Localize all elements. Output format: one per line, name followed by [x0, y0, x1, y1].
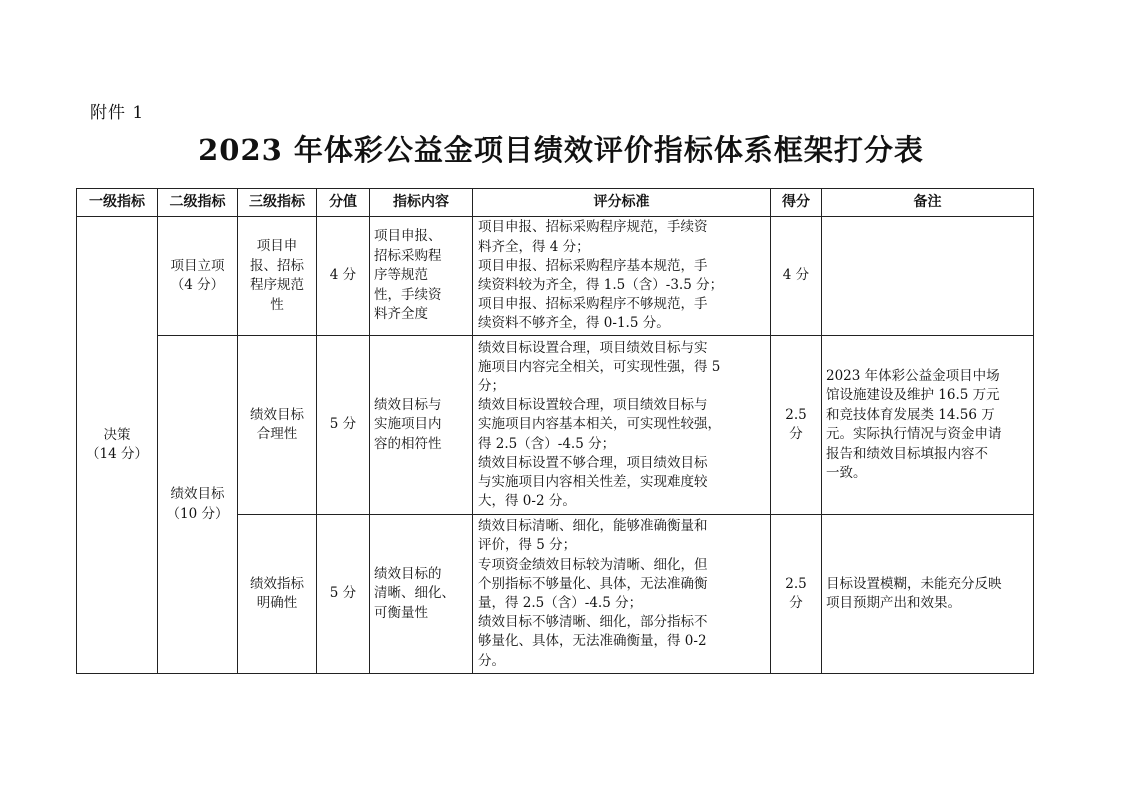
standard-line: 项目申报、招标采购程序规范，手续资 — [478, 219, 708, 236]
level2-line: （10 分） — [166, 505, 229, 522]
standard-cell — [473, 515, 771, 674]
header-cell-standard: 评分标准 — [473, 189, 771, 217]
header-cell-content: 指标内容 — [370, 189, 473, 217]
page-title: 2023 年体彩公益金项目绩效评价指标体系框架打分表 — [198, 133, 924, 167]
content-line: 清晰、细化、 — [374, 585, 455, 602]
standard-cell — [473, 217, 771, 336]
level3-line: 项目申 — [256, 238, 298, 254]
header-cell-level3: 三级指标 — [238, 189, 317, 217]
note-cell — [822, 336, 1034, 515]
content-line: 项目申报、 — [374, 228, 442, 245]
content-cell — [370, 336, 473, 515]
note-line: 元。实际执行情况与资金申请 — [826, 426, 1002, 442]
level2-line: 绩效目标 — [170, 486, 225, 502]
score-cell — [771, 515, 822, 674]
standard-line: 续资料较为齐全，得 1.5（含）-3.5 分； — [478, 277, 724, 293]
standard-line: 评价，得 5 分； — [478, 537, 577, 554]
level1-line: 决策 — [103, 426, 131, 443]
standard-line: 绩效目标设置不够合理，项目绩效目标 — [478, 454, 708, 471]
table-row — [77, 217, 1034, 336]
header-cell-level2: 二级指标 — [158, 189, 238, 217]
score-line: 2.5 — [785, 406, 807, 423]
table-row — [77, 336, 1034, 515]
score-cell — [771, 217, 822, 336]
note-line: 馆设施建设及维护 16.5 万元 — [826, 387, 1000, 403]
level3-line: 绩效目标 — [250, 406, 304, 423]
standard-line: 续资料不够齐全，得 0-1.5 分。 — [478, 315, 670, 332]
score-line: 分 — [789, 595, 803, 611]
attachment-label: 附件 1 — [90, 103, 145, 123]
standard-line: 料齐全，得 4 分； — [478, 238, 590, 255]
points-cell: 5 分 — [317, 336, 370, 515]
standard-line: 大，得 0-2 分。 — [478, 493, 576, 510]
standard-line: 够量化、具体，无法准确衡量，得 0-2 — [478, 633, 707, 650]
standard-line: 量，得 2.5（含）-4.5 分； — [478, 595, 643, 611]
content-line: 招标采购程 — [374, 247, 442, 264]
standard-line: 绩效目标清晰、细化，能够准确衡量和 — [478, 518, 708, 535]
note-line: 和竞技体育发展类 14.56 万 — [826, 406, 995, 423]
content-cell — [370, 217, 473, 336]
header-cell-points: 分值 — [317, 189, 370, 217]
standard-line: 分。 — [478, 652, 505, 669]
content-line: 绩效目标的 — [374, 565, 442, 582]
score-line: 分 — [789, 426, 803, 442]
note-line: 项目预期产出和效果。 — [826, 595, 961, 611]
standard-line: 项目申报、招标采购程序不够规范，手 — [478, 296, 708, 313]
content-line: 性，手续资 — [374, 286, 442, 303]
note-line: 一致。 — [826, 465, 867, 481]
score-cell — [771, 336, 822, 515]
level3-line: 绩效指标 — [250, 575, 304, 592]
standard-cell — [473, 336, 771, 515]
note-line: 目标设置模糊，未能充分反映 — [826, 575, 1002, 592]
standard-line: 项目申报、招标采购程序基本规范，手 — [478, 257, 708, 274]
standard-line: 个别指标不够量化、具体，无法准确衡 — [478, 575, 708, 592]
standard-line: 分； — [478, 377, 505, 394]
points-cell: 4 分 — [317, 217, 370, 336]
level3-cell — [238, 336, 317, 515]
standard-line: 绩效目标不够清晰、细化，部分指标不 — [478, 614, 708, 631]
header-cell-note: 备注 — [822, 189, 1034, 217]
level3-cell — [238, 217, 317, 336]
standard-line: 绩效目标设置较合理，项目绩效目标与 — [478, 397, 708, 414]
level3-line: 报、招标 — [250, 257, 304, 274]
level1-line: （14 分） — [86, 446, 148, 462]
level3-line: 性 — [270, 296, 284, 313]
standard-line: 实施项目内容基本相关，可实现性较强， — [478, 416, 721, 433]
score-line: 2.5 — [785, 575, 807, 592]
level2-cell — [158, 217, 238, 336]
standard-line: 与实施项目内容相关性差，实现难度较 — [478, 474, 708, 490]
note-cell — [822, 217, 1034, 336]
level3-line: 合理性 — [256, 426, 298, 442]
standard-line: 施项目内容完全相关，可实现性强，得 5 — [478, 358, 721, 375]
standard-line: 绩效目标设置合理，项目绩效目标与实 — [478, 339, 708, 356]
standard-line: 专项资金绩效目标较为清晰、细化，但 — [478, 556, 708, 573]
evaluation-table — [76, 188, 1034, 674]
level2-line: 项目立项 — [170, 257, 225, 274]
level2-cell — [158, 336, 238, 674]
content-line: 绩效目标与 — [374, 396, 442, 413]
standard-line: 得 2.5（含）-4.5 分； — [478, 435, 616, 452]
content-cell — [370, 515, 473, 674]
level2-line: （4 分） — [170, 277, 225, 293]
content-line: 序等规范 — [374, 267, 428, 284]
note-line: 报告和绩效目标填报内容不 — [826, 445, 988, 462]
content-line: 实施项目内 — [374, 416, 442, 433]
score-line: 4 分 — [782, 267, 810, 284]
level3-cell — [238, 515, 317, 674]
note-line: 2023 年体彩公益金项目中场 — [826, 367, 1000, 384]
content-line: 容的相符性 — [374, 435, 442, 452]
level1-cell — [77, 217, 158, 674]
content-line: 料齐全度 — [374, 306, 428, 323]
points-cell: 5 分 — [317, 515, 370, 674]
header-cell-level1: 一级指标 — [77, 189, 158, 217]
note-cell — [822, 515, 1034, 674]
content-line: 可衡量性 — [374, 604, 428, 621]
header-row — [77, 189, 1034, 217]
level3-line: 明确性 — [256, 595, 298, 611]
level3-line: 程序规范 — [250, 277, 304, 293]
header-cell-score: 得分 — [771, 189, 822, 217]
